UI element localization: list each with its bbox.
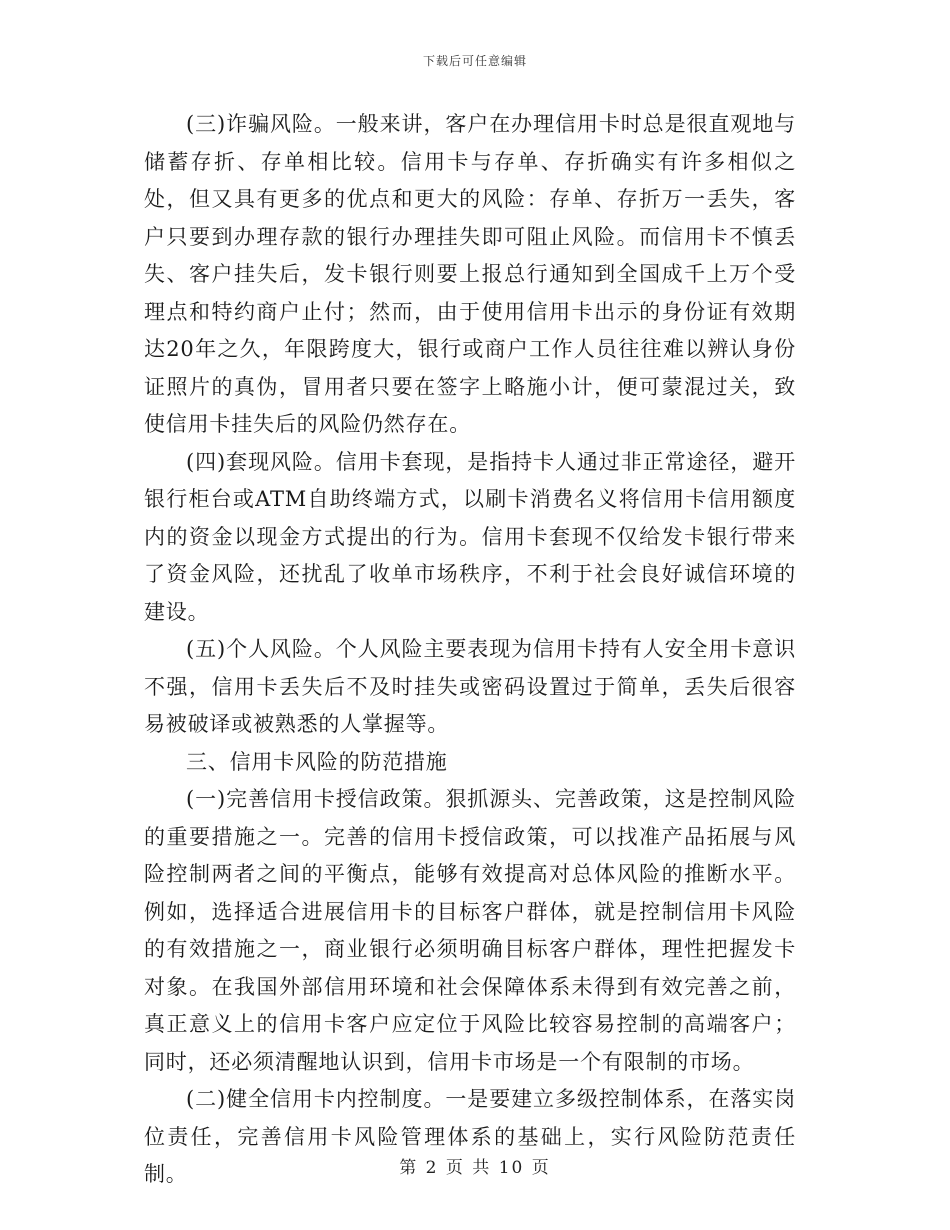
paragraph-internal-control: (二)健全信用卡内控制度。一是要建立多级控制体系，在落实岗位责任，完善信用卡风险管理体系的基础上，实行风险防范责任制。 — [144, 1087, 796, 1186]
page-header: 下载后可任意编辑 — [422, 54, 527, 68]
section-heading-prevention: 三、信用卡风险的防范措施 — [186, 749, 448, 774]
paragraph-personal-risk: (五)个人风险。个人风险主要表现为信用卡持有人安全用卡意识不强，信用卡丢失后不及时挂失或密码设置过于简单，丢失后很容易被破译或被熟悉的人掌握等。 — [144, 637, 796, 736]
paragraph-cash-out-risk: (四)套现风险。信用卡套现，是指持卡人通过非正常途径，避开银行柜台或ATM自助终端方式，以刷卡消费名义将信用卡信用额度内的资金以现金方式提出的行为。信用卡套现不仅给发卡银行带来了资金风险，还扰乱了收单市场秩序，不利于社会良好诚信环境的建设。 — [144, 449, 796, 624]
document-body — [144, 106, 796, 1194]
page-number-footer: 第 2 页 共 10 页 — [399, 1158, 551, 1178]
paragraph-fraud-risk: (三)诈骗风险。一般来讲，客户在办理信用卡时总是很直观地与储蓄存折、存单相比较。信用卡与存单、存折确实有许多相似之处，但又具有更多的优点和更大的风险：存单、存折万一丢失，客户只要到办理存款的银行办理挂失即可阻止风险。而信用卡不慎丢失、客户挂失后，发卡银行则要上报总行通知到全国成千上万个受理点和特约商户止付；然而，由于使用信用卡出示的身份证有效期达20年之久，年限跨度大，银行或商户工作人员往往难以辨认身份证照片的真伪，冒用者只要在签字上略施小计，便可蒙混过关，致使信用卡挂失后的风险仍然存在。 — [144, 112, 796, 436]
paragraph-credit-policy: (一)完善信用卡授信政策。狠抓源头、完善政策，这是控制风险的重要措施之一。完善的信用卡授信政策，可以找准产品拓展与风险控制两者之间的平衡点，能够有效提高对总体风险的推断水平。例如，选择适合进展信用卡的目标客户群体，就是控制信用卡风险的有效措施之一，商业银行必须明确目标客户群体，理性把握发卡对象。在我国外部信用环境和社会保障体系未得到有效完善之前，真正意义上的信用卡客户应定位于风险比较容易控制的高端客户；同时，还必须清醒地认识到，信用卡市场是一个有限制的市场。 — [144, 787, 796, 1074]
